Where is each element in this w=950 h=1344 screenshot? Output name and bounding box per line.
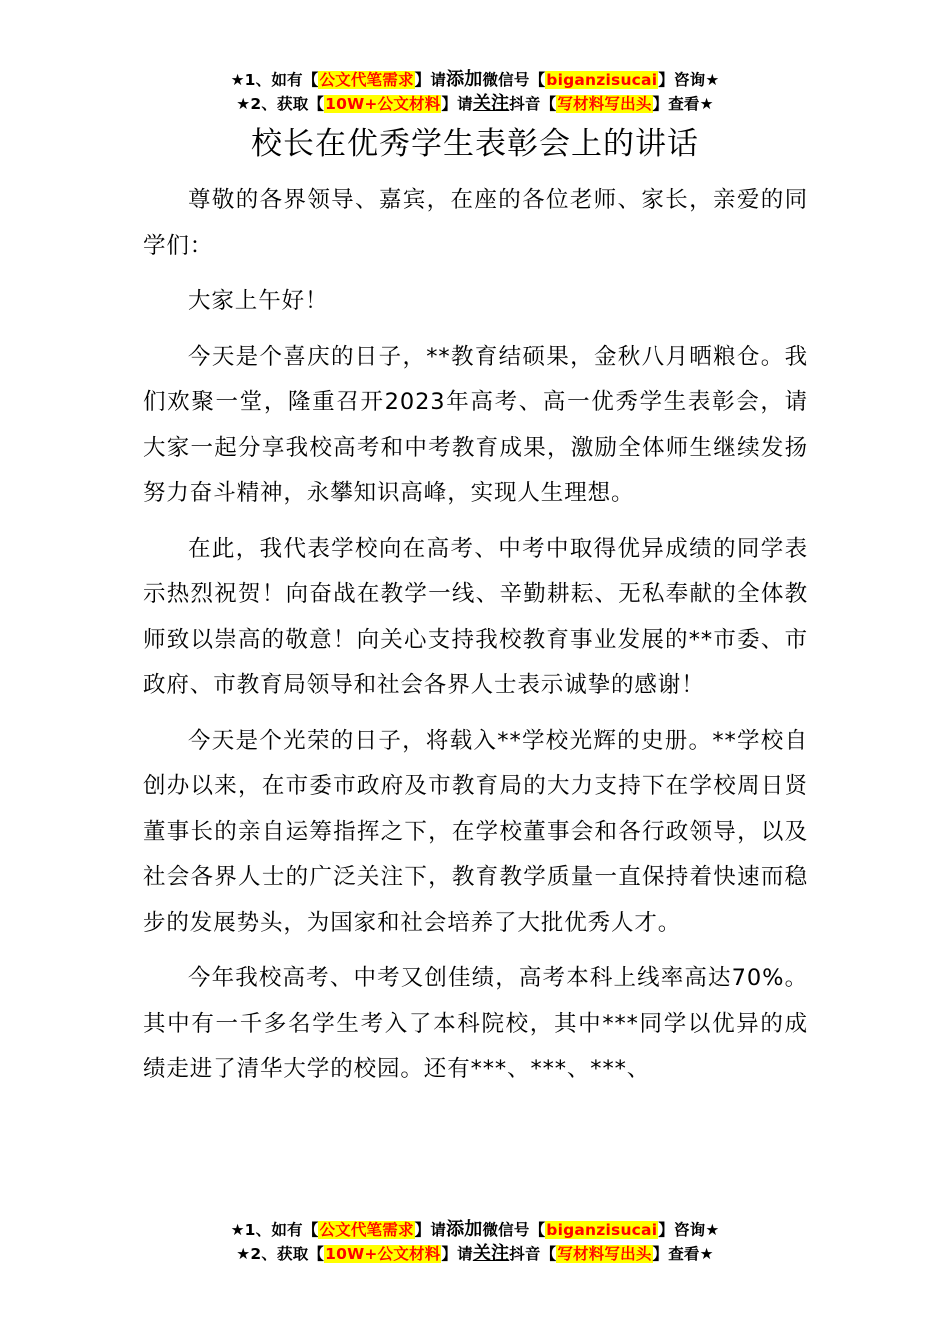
promo-text: ★2、获取【 [236,95,325,113]
promo-line-1 [0,68,950,92]
document-title: 校长在优秀学生表彰会上的讲话 [251,126,699,162]
promo-banner-bottom [0,1218,950,1266]
promo-text: 】查看★ [652,95,714,113]
document-body [143,178,808,1103]
promo-text: 微信号【 [482,1221,546,1239]
promo-text: 抖音【 [509,95,557,113]
promo-text: 】请 [441,95,473,113]
promo-highlight: 10W+公文材料 [325,95,441,113]
promo-text: 】咨询★ [658,71,720,89]
paragraph-greeting: 大家上午好！ [188,288,329,314]
promo-line-1 [0,1218,950,1242]
promo-text: ★1、如有【 [230,71,319,89]
promo-text: ★1、如有【 [230,1221,319,1239]
promo-text: 】咨询★ [658,1221,720,1239]
promo-emphasis: 添加 [446,1219,483,1240]
promo-text: 】请 [414,1221,447,1239]
paragraph: 在此，我代表学校向在高考、中考中取得优异成绩的同学表示热烈祝贺！向奋战在教学一线、辛勤耕耘、无私奉献的全体教师致以崇高的敬意！向关心支持我校教育事业发展的**市委、市政府、市教育局领导和社会各界人士表示诚挚的感谢！ [143,535,808,698]
promo-douyin-account: 写材料写出头 [557,95,652,113]
promo-emphasis: 关注 [472,1243,510,1264]
paragraph-salutation: 尊敬的各界领导、嘉宾，在座的各位老师、家长，亲爱的同学们： [143,187,808,259]
promo-text: 微信号【 [482,71,546,89]
promo-douyin-account: 写材料写出头 [557,1245,652,1263]
paragraph: 今天是个光荣的日子，将载入**学校光辉的史册。**学校自创办以来，在市委市政府及市教育局的大力支持下在学校周日贤董事长的亲自运筹指挥之下，在学校董事会和各行政领导，以及社会各界人士的广泛关注下，教育教学质量一直保持着快速而稳步的发展势头，为国家和社会培养了大批优秀人才。 [143,727,808,936]
promo-line-2 [0,1242,950,1266]
promo-highlight: 公文代笔需求 [319,1221,414,1239]
promo-text: 】查看★ [652,1245,714,1263]
paragraph: 今天是个喜庆的日子，**教育结硕果，金秋八月晒粮仓。我们欢聚一堂，隆重召开2023年高考、高一优秀学生表彰会，请大家一起分享我校高考和中考教育成果，激励全体师生继续发扬努力奋斗精神，永攀知识高峰，实现人生理想。 [143,343,808,506]
promo-text: 抖音【 [509,1245,557,1263]
promo-wechat-id: biganzisucai [546,1221,658,1239]
promo-text: 】请 [441,1245,473,1263]
paragraph: 今年我校高考、中考又创佳绩，高考本科上线率高达70%。其中有一千多名学生考入了本科院校，其中***同学以优异的成绩走进了清华大学的校园。还有***、***、***、 [143,965,808,1082]
promo-text: ★2、获取【 [236,1245,325,1263]
promo-highlight: 10W+公文材料 [325,1245,441,1263]
promo-line-2 [0,92,950,116]
promo-emphasis: 添加 [446,69,483,90]
promo-wechat-id: biganzisucai [546,71,658,89]
promo-emphasis: 关注 [472,93,510,114]
promo-text: 】请 [414,71,447,89]
promo-banner-top [0,68,950,116]
promo-highlight: 公文代笔需求 [319,71,414,89]
